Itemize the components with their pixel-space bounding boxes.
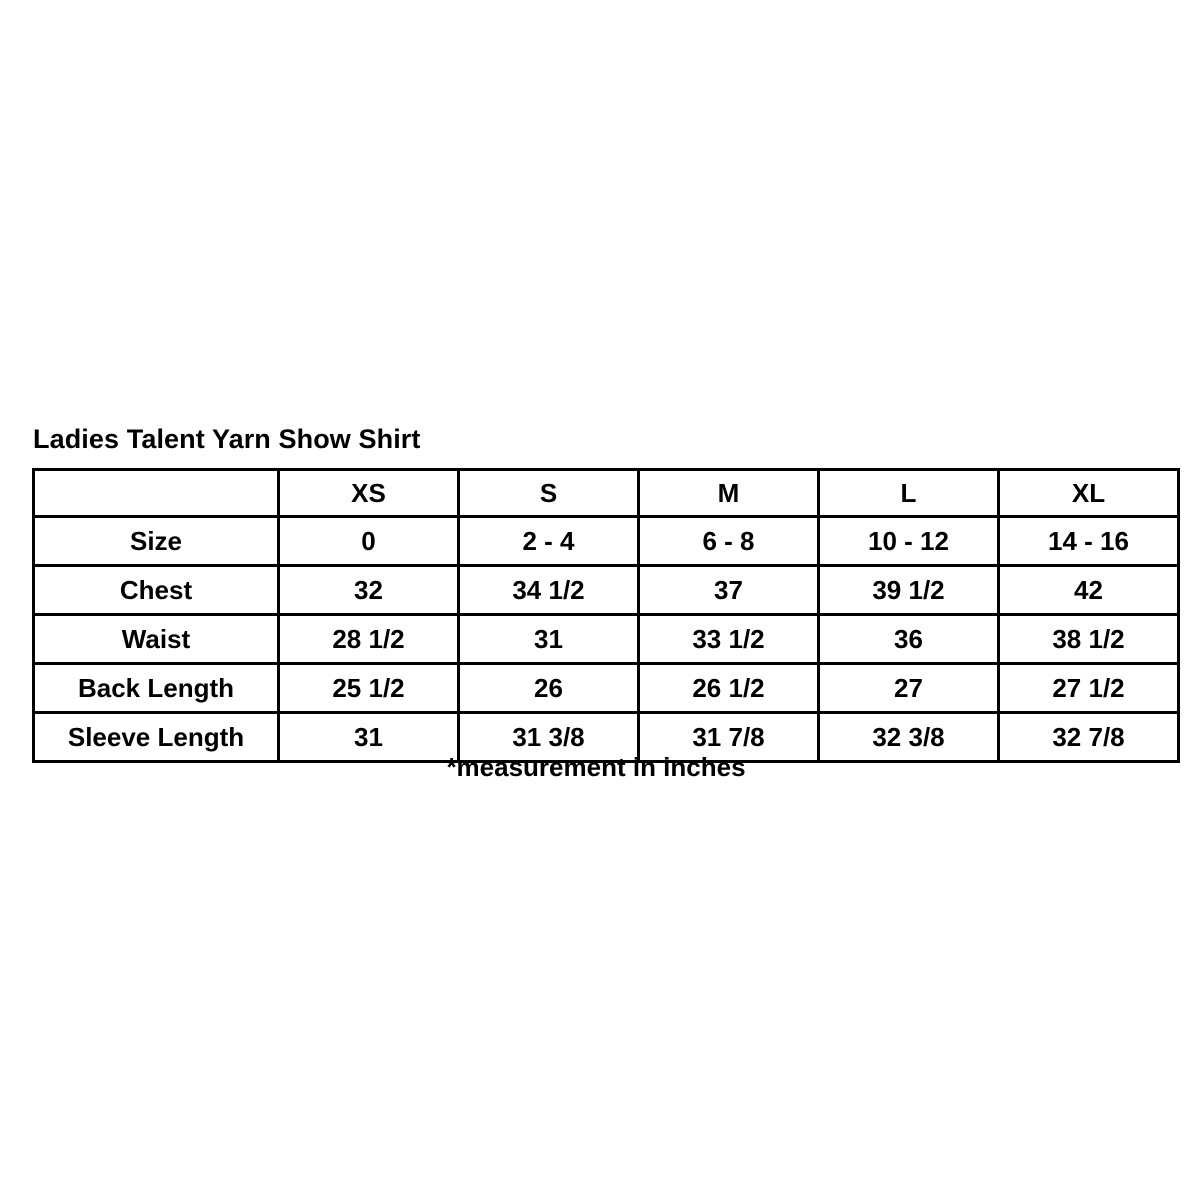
page-title: Ladies Talent Yarn Show Shirt (33, 424, 421, 454)
cell-chest-s: 34 1/2 (459, 566, 639, 615)
cell-back-length-l: 27 (819, 664, 999, 713)
size-chart-table (32, 468, 1180, 763)
row-label-chest: Chest (34, 566, 279, 615)
column-header-s: S (459, 470, 639, 517)
cell-size-s: 2 - 4 (459, 517, 639, 566)
cell-size-xs: 0 (279, 517, 459, 566)
cell-back-length-s: 26 (459, 664, 639, 713)
cell-waist-xs: 28 1/2 (279, 615, 459, 664)
cell-size-l: 10 - 12 (819, 517, 999, 566)
table-row (34, 517, 1179, 566)
column-header-l: L (819, 470, 999, 517)
cell-waist-m: 33 1/2 (639, 615, 819, 664)
table-row (34, 615, 1179, 664)
table-row (34, 566, 1179, 615)
cell-sleeve-length-l: 32 3/8 (819, 713, 999, 762)
cell-back-length-xs: 25 1/2 (279, 664, 459, 713)
cell-chest-m: 37 (639, 566, 819, 615)
cell-sleeve-length-s: 31 3/8 (459, 713, 639, 762)
cell-waist-s: 31 (459, 615, 639, 664)
cell-sleeve-length-xl: 32 7/8 (999, 713, 1179, 762)
row-label-waist: Waist (34, 615, 279, 664)
cell-back-length-xl: 27 1/2 (999, 664, 1179, 713)
column-header-m: M (639, 470, 819, 517)
cell-sleeve-length-xs: 31 (279, 713, 459, 762)
cell-chest-xs: 32 (279, 566, 459, 615)
cell-sleeve-length-m: 31 7/8 (639, 713, 819, 762)
column-header-xs: XS (279, 470, 459, 517)
cell-chest-l: 39 1/2 (819, 566, 999, 615)
cell-waist-xl: 38 1/2 (999, 615, 1179, 664)
table-header-row (34, 470, 1179, 517)
row-label-back-length: Back Length (34, 664, 279, 713)
row-label-sleeve-length: Sleeve Length (34, 713, 279, 762)
measurement-footnote: *measurement in inches (446, 752, 746, 782)
cell-waist-l: 36 (819, 615, 999, 664)
cell-size-xl: 14 - 16 (999, 517, 1179, 566)
cell-chest-xl: 42 (999, 566, 1179, 615)
table-row (34, 664, 1179, 713)
column-header-xl: XL (999, 470, 1179, 517)
cell-size-m: 6 - 8 (639, 517, 819, 566)
header-corner-cell (34, 470, 279, 517)
cell-back-length-m: 26 1/2 (639, 664, 819, 713)
row-label-size: Size (34, 517, 279, 566)
